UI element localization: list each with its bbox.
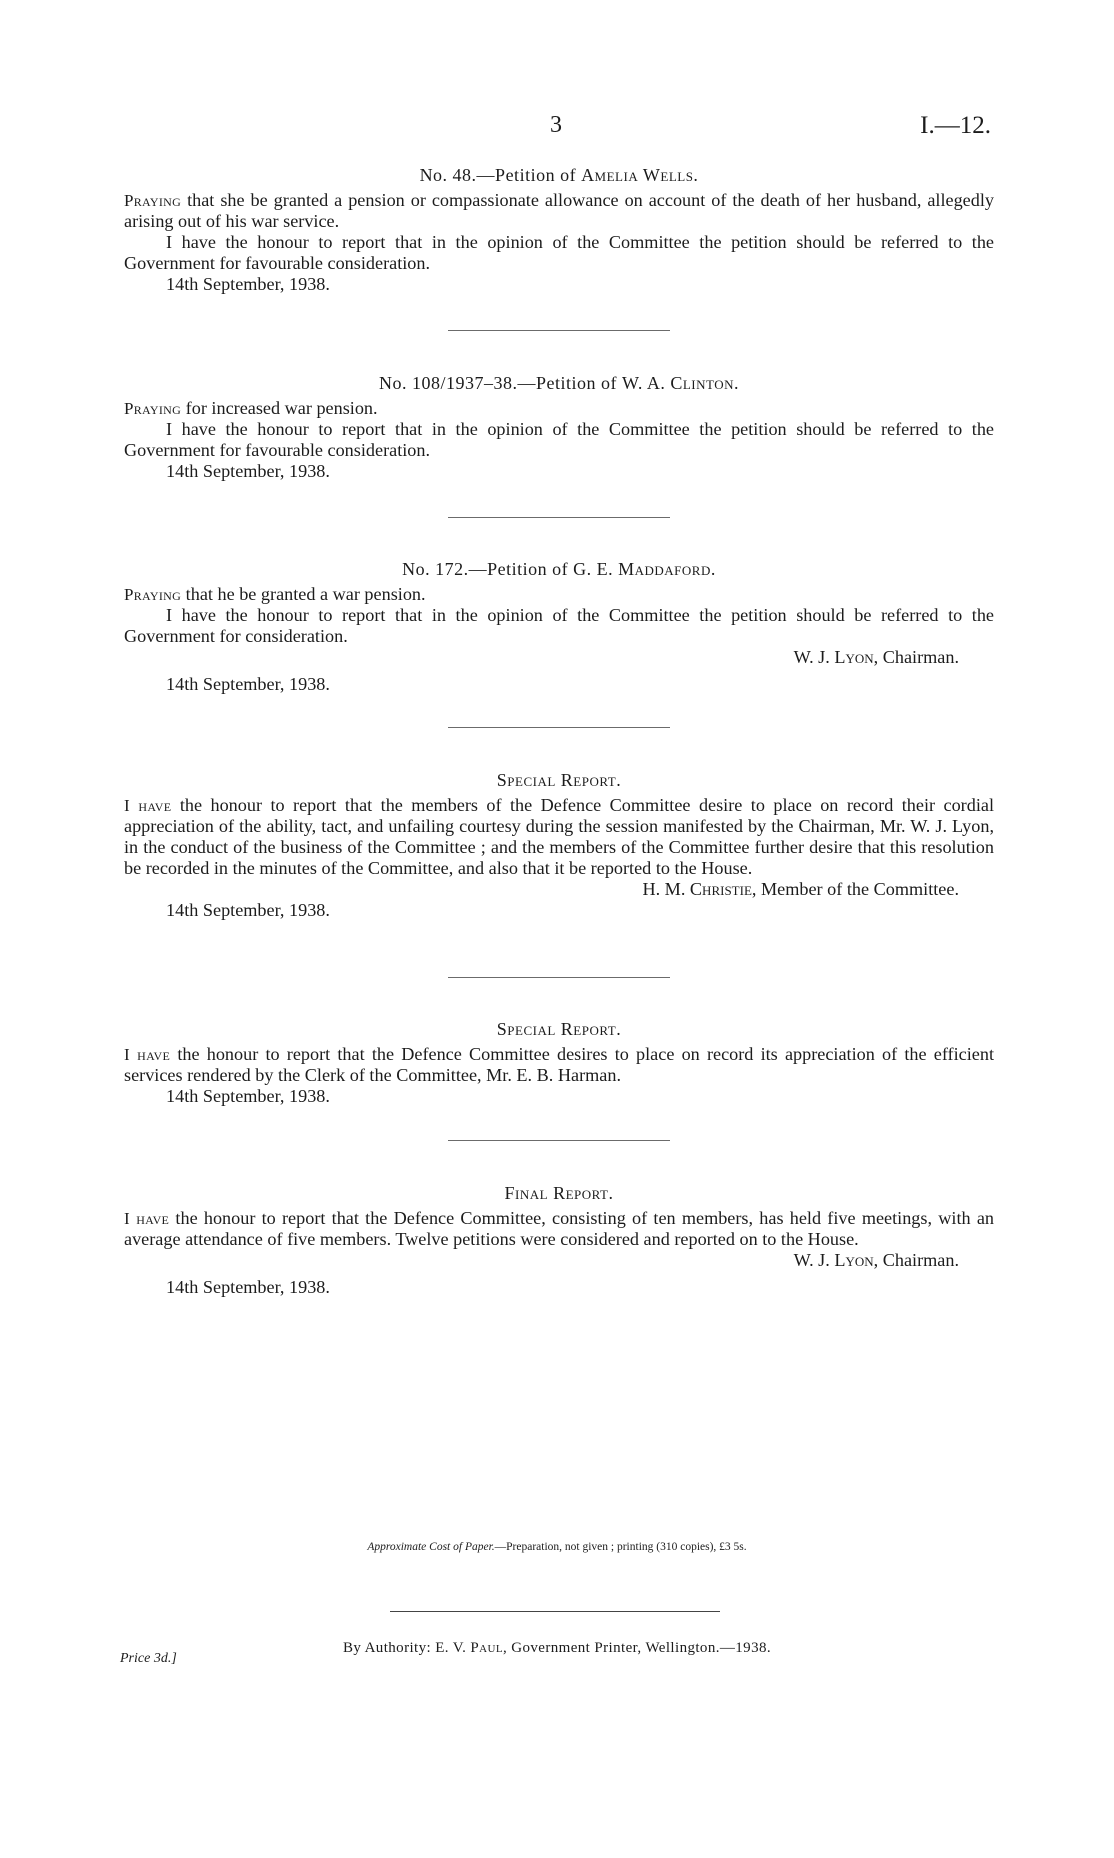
petition-48: [124, 165, 994, 295]
section-divider: [448, 1140, 670, 1141]
report-paragraph: I have the honour to report that in the opinion of the Committee the petition should be referred to the Government for favourable consideration.: [124, 419, 994, 460]
special-report-1: [124, 770, 994, 921]
special-report-2: [124, 1019, 994, 1107]
chairman-signature: W. J. Lyon, Chairman.: [793, 647, 959, 667]
page-number: 3: [550, 112, 562, 138]
report-paragraph: I have the honour to report that in the opinion of the Committee the petition should be referred to the Government for consideration.: [124, 605, 994, 646]
section-title: No. 48.—Petition of Amelia Wells.: [419, 165, 699, 185]
report-date: 14th September, 1938.: [166, 674, 330, 694]
section-title: Final Report.: [504, 1183, 614, 1203]
report-date: 14th September, 1938.: [166, 1277, 330, 1297]
section-title: Special Report.: [496, 770, 622, 790]
paper-code: I.—12.: [920, 112, 991, 139]
final-report: [124, 1183, 994, 1298]
cost-of-paper-note: Approximate Cost of Paper.—Preparation, not given ; printing (310 copies), £3 5s.: [367, 1541, 747, 1553]
report-date: 14th September, 1938.: [166, 274, 330, 294]
praying-paragraph: Praying that he be granted a war pension.: [124, 584, 426, 604]
praying-paragraph: Praying that she be granted a pension or compassionate allowance on account of the death of her husband, allegedly arising out of his war service.: [124, 190, 994, 231]
page-header: [0, 112, 1114, 152]
section-divider: [448, 727, 670, 728]
report-date: 14th September, 1938.: [166, 461, 330, 481]
section-divider: [448, 517, 670, 518]
praying-paragraph: Praying for increased war pension.: [124, 398, 378, 418]
price-label: Price 3d.]: [120, 1651, 177, 1666]
report-paragraph: I have the honour to report that the Defence Committee desires to place on record its appreciation of the efficient services rendered by the Clerk of the Committee, Mr. E. B. Harman.: [124, 1044, 995, 1085]
section-title: Special Report.: [496, 1019, 622, 1039]
petition-172: [124, 559, 994, 695]
chairman-signature: W. J. Lyon, Chairman.: [793, 1250, 959, 1270]
printer-authority: By Authority: E. V. Paul, Government Printer, Wellington.—1938.: [342, 1640, 772, 1656]
section-divider: [448, 330, 670, 331]
member-signature: H. M. Christie, Member of the Committee.: [642, 879, 959, 899]
report-paragraph: I have the honour to report that the Defence Committee, consisting of ten members, has held five meetings, with an average attendance of five members. Twelve petitions were considered and reported on to the House.: [124, 1208, 994, 1249]
report-paragraph: I have the honour to report that the members of the Defence Committee desire to place on record their cordial appreciation of the ability, tact, and unfailing courtesy during the session manifested by the Chairman, Mr. W. J. Lyon, in the conduct of the business of the Committee ; and the members of the Committee further desire that this resolution be recorded in the minutes of the Committee, and also that it be reported to the House.: [124, 795, 994, 878]
report-date: 14th September, 1938.: [166, 1086, 330, 1106]
report-date: 14th September, 1938.: [166, 900, 330, 920]
report-paragraph: I have the honour to report that in the opinion of the Committee the petition should be referred to the Government for favourable consideration.: [124, 232, 994, 273]
section-title: No. 108/1937–38.—Petition of W. A. Clinton.: [379, 373, 739, 393]
footer-divider: [390, 1611, 720, 1612]
section-title: No. 172.—Petition of G. E. Maddaford.: [402, 559, 716, 579]
petition-108: [124, 373, 994, 482]
section-divider: [448, 977, 670, 978]
